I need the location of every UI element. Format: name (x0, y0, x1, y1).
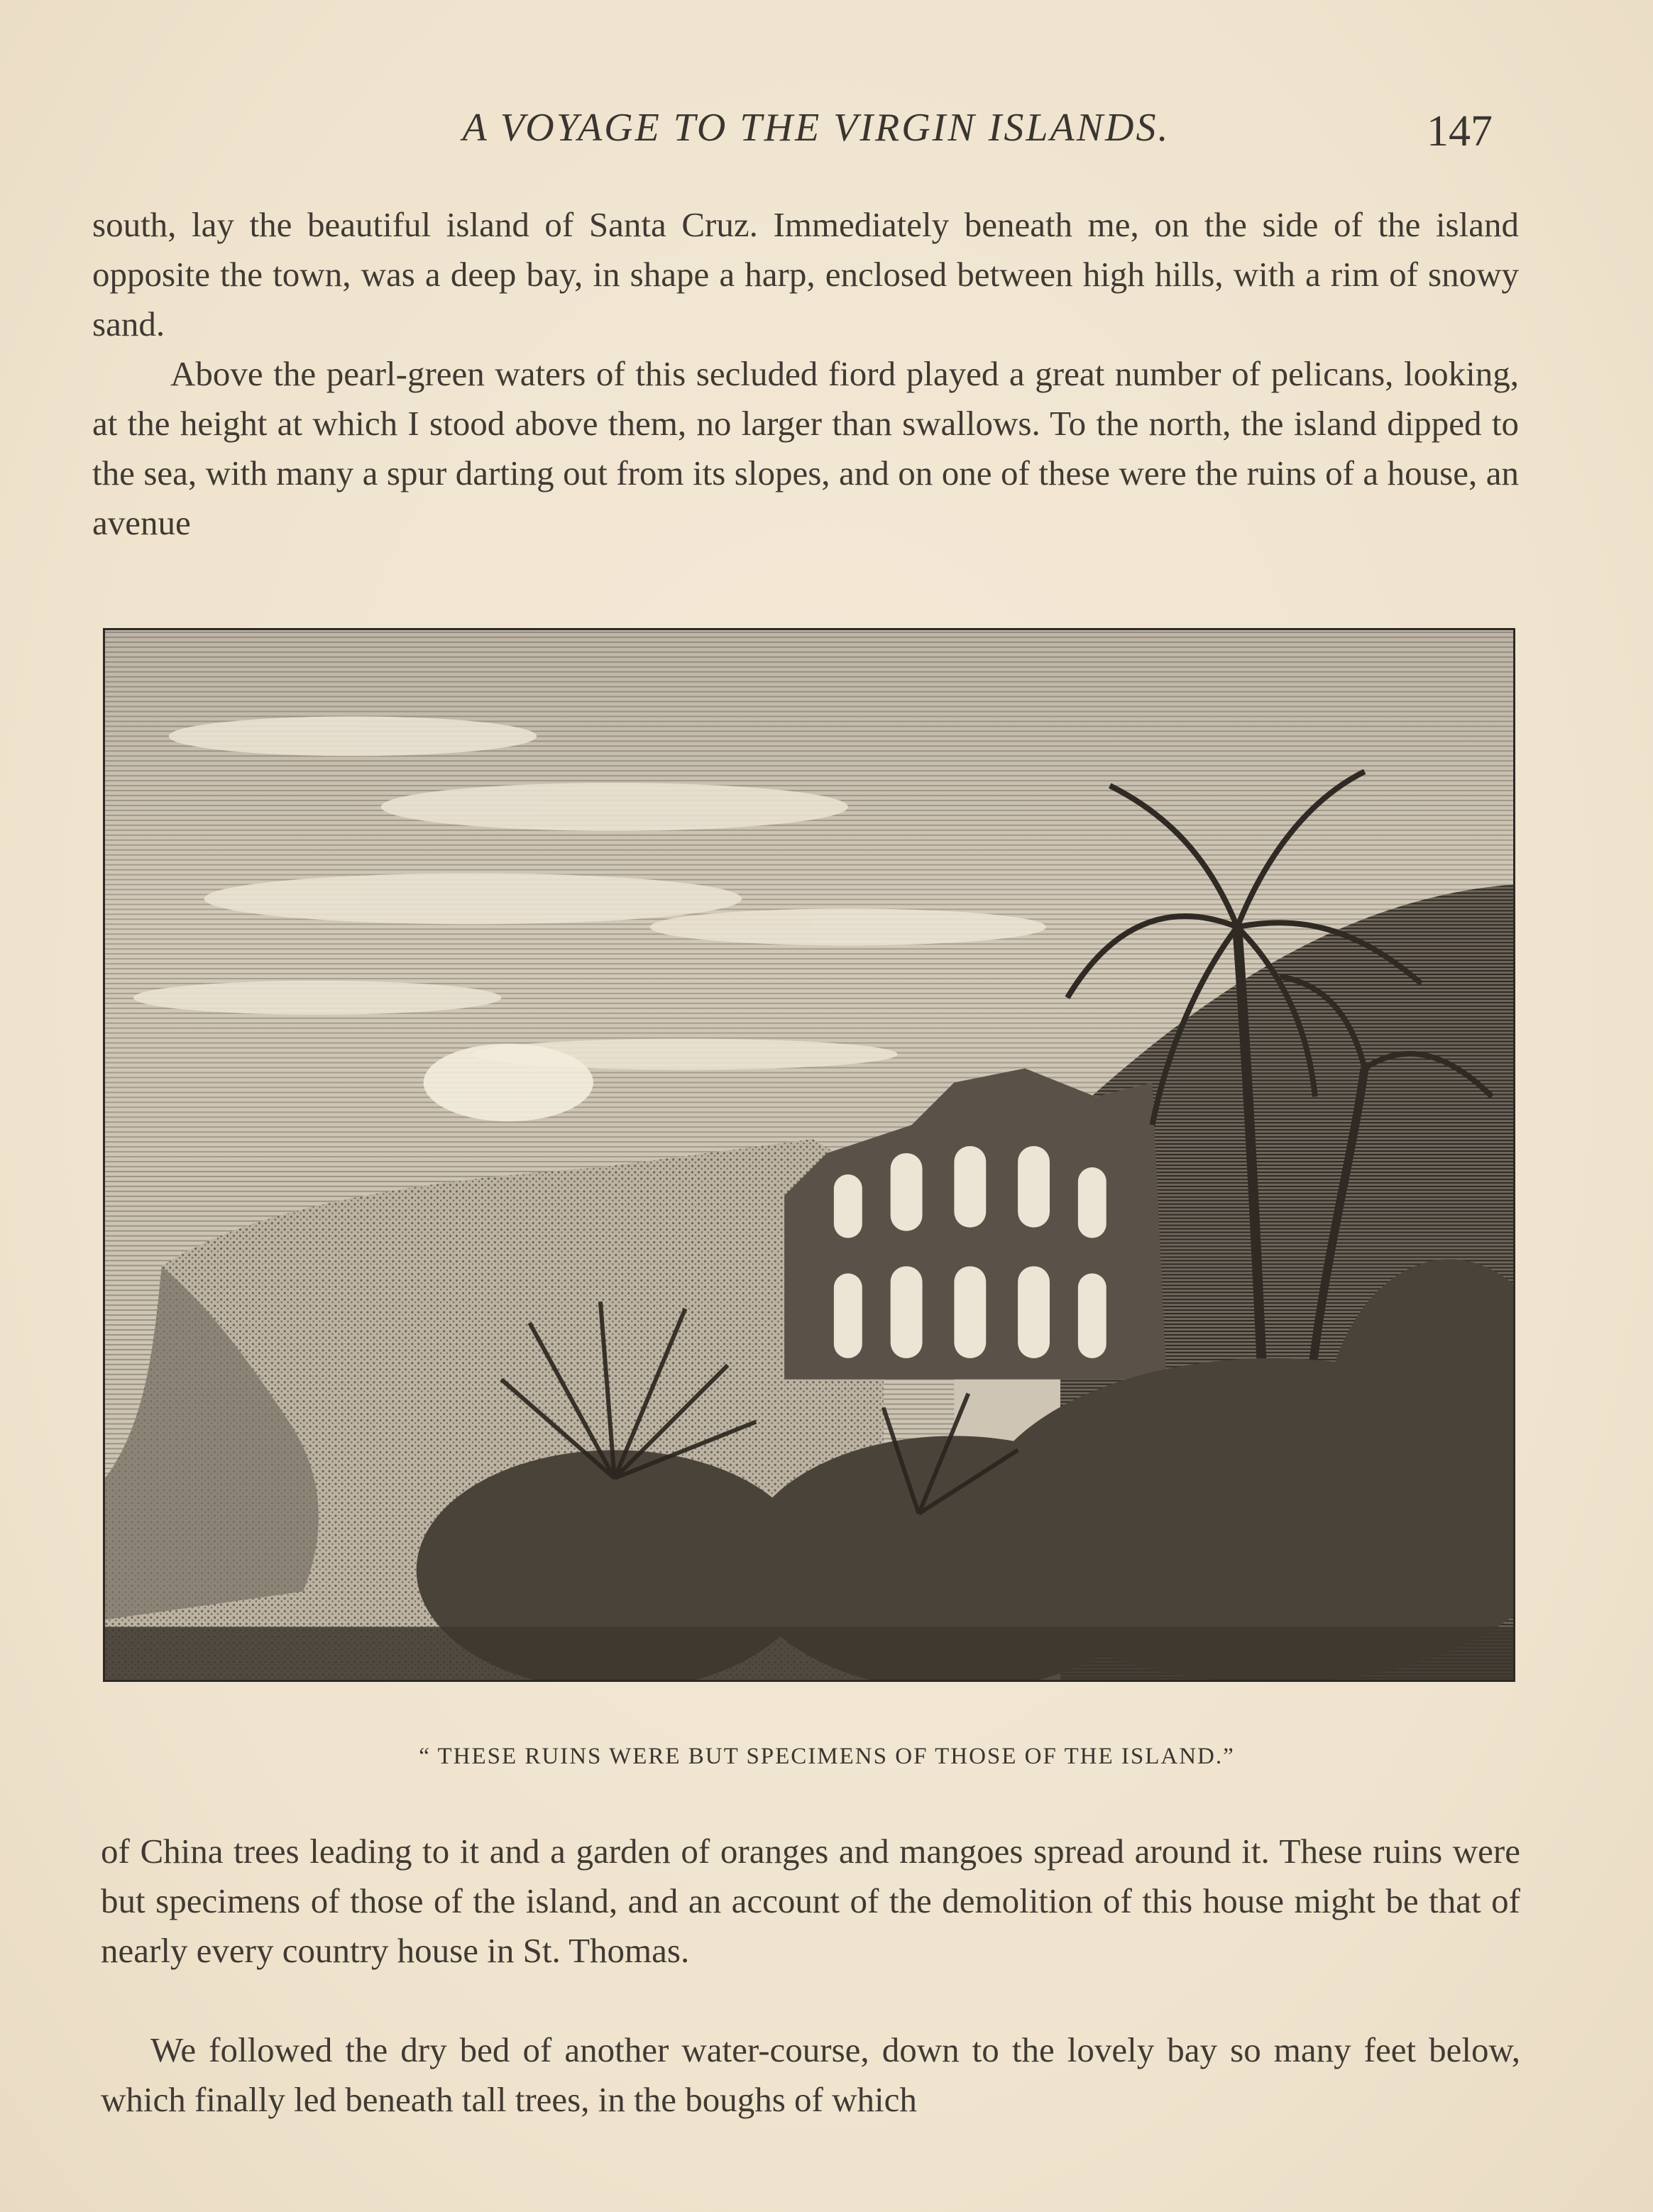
page-number: 147 (1427, 107, 1493, 155)
ruins-engraving-image (105, 630, 1513, 1680)
paragraph: We followed the dry bed of another water-course, down to the lovely bay so many feet below, which finally led beneath tall trees, in the boughs of which (101, 2030, 1520, 2119)
paragraph: Above the pearl-green waters of this secluded fiord played a great number of pelicans, looking, at the height at which I stood above them, no larger than swallows. To the north, the island dipped to the sea, with many a spur darting out from its slopes, and on one of these were the ruins of a house, an avenue (92, 354, 1519, 542)
paragraph: of China trees leading to it and a garden of oranges and mangoes spread around it. These ruins were but specimens of those of the island, and an account of the demolition of this house might be that of nearly every country house in St. Thomas. (101, 1832, 1520, 1970)
running-title: A VOYAGE TO THE VIRGIN ISLANDS. (462, 106, 1170, 150)
paragraph: south, lay the beautiful island of Santa Cruz. Immediately beneath me, on the side of the island opposite the town, was a deep bay, in shape a harp, enclosed between high hills, with a rim of snowy sand. (92, 205, 1519, 343)
engraving-illustration (103, 628, 1515, 1682)
figure-caption: “ THESE RUINS WERE BUT SPECIMENS OF THOSE OF THE ISLAND.” (419, 1744, 1235, 1769)
